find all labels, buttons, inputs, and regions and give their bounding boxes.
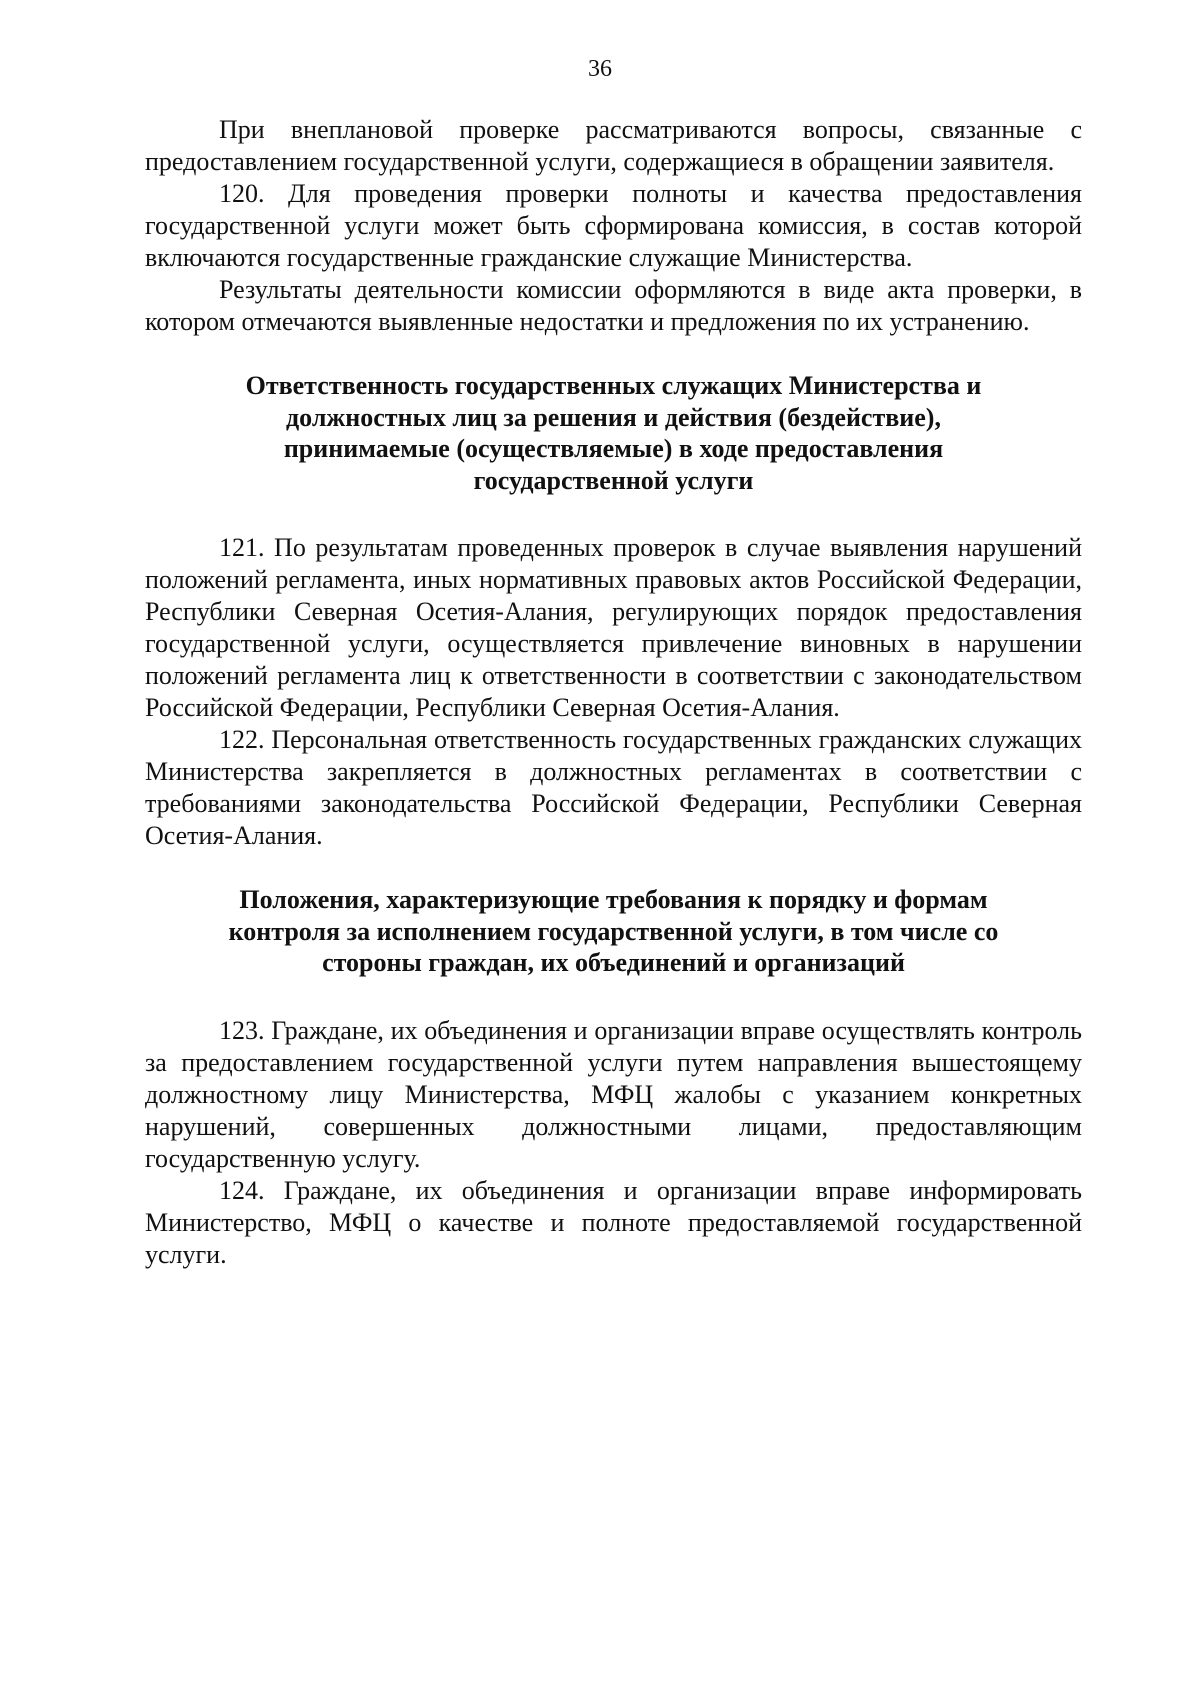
- heading-line: стороны граждан, их объединений и организаций: [322, 948, 905, 977]
- heading-line: Положения, характеризующие требования к порядку и формам: [239, 885, 988, 914]
- paragraph-commission-results: Результаты деятельности комиссии оформляются в виде акта проверки, в котором отмечаются выявленные недостатки и предложения по их устранению.: [145, 275, 1082, 336]
- heading-line: государственной услуги: [473, 465, 754, 495]
- document-body: [145, 114, 1082, 1271]
- heading-line: принимаемые (осуществляемые) в ходе предоставления: [283, 434, 944, 463]
- paragraph-121: 121. По результатам проведенных проверок в случае выявления нарушений положений регламента, иных нормативных правовых актов Российской Федерации, Республики Северная Осетия-Алания, регулирующих порядок предоставления государственной услуги, осуществляется привлечение виновных в нарушении положений регламента лиц к ответственности в соответствии с законодательством Российской Федерации, Республики Северная Осетия-Алания.: [145, 533, 1082, 722]
- paragraph-unplanned-inspection: При внеплановой проверке рассматриваются вопросы, связанные с предоставлением государственной услуги, содержащиеся в обращении заявителя.: [145, 115, 1082, 176]
- section-heading-responsibility: [145, 370, 1082, 496]
- heading-line: контроля за исполнением государственной услуги, в том числе со: [228, 916, 999, 946]
- page-number: 36: [588, 56, 612, 82]
- paragraph-120: 120. Для проведения проверки полноты и качества предоставления государственной услуги может быть сформирована комиссия, в состав которой включаются государственные гражданские служащие Министерства.: [145, 179, 1082, 272]
- paragraph-122: 122. Персональная ответственность государственных гражданских служащих Министерства закрепляется в должностных регламентах в соответствии с требованиями законодательства Российской Федерации, Республики Северная Осетия-Алания.: [145, 725, 1082, 850]
- heading-line: Ответственность государственных служащих Министерства и: [245, 371, 982, 400]
- paragraph-124: 124. Граждане, их объединения и организации вправе информировать Министерство, МФЦ о качестве и полноте предоставляемой государственной услуги.: [145, 1175, 1082, 1269]
- section-heading-control-forms: [145, 884, 1082, 979]
- paragraph-123: 123. Граждане, их объединения и организации вправе осуществлять контроль за предоставлением государственной услуги путем направления вышестоящему должностному лицу Министерства, МФЦ жалобы с указанием конкретных нарушений, совершенных должностными лицами, предоставляющим государственную услугу.: [145, 1015, 1082, 1173]
- heading-line: должностных лиц за решения и действия (бездействие),: [286, 402, 941, 432]
